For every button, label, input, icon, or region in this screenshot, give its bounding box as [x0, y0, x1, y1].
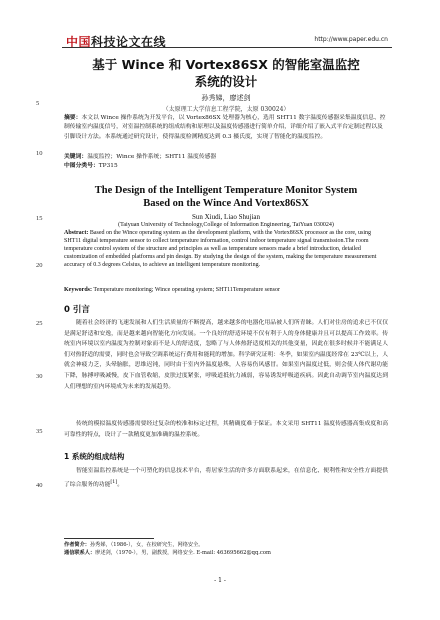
footnote2-text: 廖述剑，（1970-），男，副教授，网络安全. E-mail: 463695662@qq.com — [95, 550, 271, 556]
section-heading-structure: 1 系统的组成结构 — [64, 452, 125, 461]
line-number: 10 — [36, 150, 43, 157]
title-en-line2: Based on the Wince And Vortex86SX — [143, 198, 309, 209]
abstract-cn — [64, 114, 388, 142]
clc-number — [64, 160, 388, 169]
site-url[interactable]: http://www.paper.edu.cn — [314, 36, 388, 43]
line-number: 30 — [36, 373, 43, 380]
authors-en: Sun Xiudi, Liao Shujian — [191, 213, 261, 221]
abstract-en-text: Based on the Wince operating system as the development platform, with the Vortex86SX processor as the core, using SHT11 digital temperature sensor to collect temperature information, control indoor temperature signal transmission.The room temperature control system of the structure and principles as well as temperature sensors made a brief introduction, detailed customization of embedded platforms and pin design. By studying the design of the system, making the temperature measurement accuracy of 0.3 degrees Celsius, to achieve an intelligent temperature monitoring. — [64, 230, 377, 268]
abstract-en-label: Abstract: — [64, 230, 89, 236]
keywords-cn — [64, 151, 388, 160]
line-number: 35 — [36, 428, 43, 435]
keywords-en — [64, 287, 388, 293]
logo-part2: 科技论文在线 — [91, 35, 167, 49]
line-number: 25 — [36, 320, 43, 327]
abstract-cn-label: 摘要： — [64, 115, 82, 121]
clc-label: 中图分类号： — [64, 163, 99, 169]
line-number: 15 — [36, 215, 43, 222]
keywords-cn-label: 关键词： — [64, 154, 88, 160]
keywords-en-text: Temperature monitoring; Wince operating system; SHT11Temperature sensor — [93, 287, 280, 293]
line-number: 5 — [36, 100, 40, 107]
footnote2-label: 通信联系人： — [64, 550, 96, 556]
title-cn — [64, 56, 388, 90]
logo-part1: 中国 — [66, 35, 92, 49]
page-number: - 1 - — [214, 577, 226, 584]
section-heading-intro: 0 引言 — [64, 305, 90, 315]
abstract-cn-text: 本文以 Wince 操作系统为开发平台，以 Vortex86SX 处理器为核心，选用 SHT11 数字温度传感器采集温度信息、控制传输室内温度信号，对室温控制系统的组成结构和原理以及温度传感器进行简单介绍，详细介绍了嵌入式平台定制过程以及引脚设计方法。本系统通过研究设计，使得温度检测精度达到 0.3 摄氏度，实现了智能化的温度监控。 — [64, 115, 386, 140]
footnote1-label: 作者简介： — [64, 542, 90, 548]
abstract-en — [64, 230, 388, 270]
page-header — [0, 0, 440, 48]
header-rule — [62, 47, 392, 48]
footnote-rule — [64, 538, 154, 539]
title-en-line1: The Design of the Intelligent Temperature Monitor System — [94, 185, 358, 196]
line-number: 40 — [36, 482, 43, 489]
affiliation-en: (Taiyuan University of Technology,College of Information Engineering, TaiYuan 030024) — [118, 222, 334, 228]
footnote1-text: 孙秀娣，（1986-），女，在校研究生，网络安全。 — [89, 542, 204, 548]
body-paragraph-3 — [64, 466, 388, 491]
citation-ref-1[interactable]: [1] — [110, 480, 118, 485]
keywords-en-label: Keywords: — [64, 287, 92, 293]
footnote-contact — [64, 549, 388, 556]
footnote-author-bio — [64, 541, 388, 548]
authors-cn: 孙秀娣，廖述剑 — [201, 94, 251, 102]
title-en — [64, 184, 388, 210]
title-cn-line2: 系统的设计 — [194, 74, 258, 89]
para3-end: 。 — [117, 481, 124, 488]
clc-value: TP315 — [98, 163, 118, 169]
title-cn-line1: 基于 Wince 和 Vortex86SX 的智能室温监控 — [92, 57, 360, 72]
affiliation-cn: （太原理工大学信息工程学院，太原 030024） — [162, 106, 290, 113]
keywords-cn-text: 温度监控；Wince 操作系统；SHT11 温度传感器 — [87, 154, 217, 160]
para3-text: 智能室温监控系统是一个可塑化的信息技术平台，将居家生活的许多方面联系起来，在信息化、便利性和安全性方面提供了综合服务的功能 — [64, 468, 388, 488]
line-number: 20 — [36, 262, 43, 269]
body-paragraph-1: 随着社会经济的飞速发展和人们生活质量的不断提高，越来越多的电器化用品被人们所青睐。人们对住房的追求已不仅仅是满足舒适和安逸，而是越来越向智能化方向发展。一个良好的舒适环境不仅有利于人的身体健康并且可以提高工作效率。传统室内环境以室内温度为控制对象而不是人的舒适度，忽略了与人体热舒适度相关的其他变量，因此在很多时候并不能满足人们对热舒适的需要，同时也会导致空调系统运行费用和能耗的增加。科学研究证明：冬季，如果室内温度经常在 23℃以上，人就会神疲力乏，头晕脑胀，思维迟钝，同时由于室内外温度悬殊，人容易伤风感冒。如果室内温度过低，则会使人体代谢功能下降，脉搏呼吸减慢，皮下血管收缩，皮肤过度紧张，呼吸道抵抗力减弱，容易诱发呼吸道疾病。因此自动调节室内温度达到人们理想的室内环境成为未来的发展趋势。 — [64, 320, 388, 390]
body-paragraph-2: 传统的模拟温度传感器需要经过复杂的校准和标定过程，其精确度难于保证。本文采用 SHT11 温度传感器高集成度和高可靠性的特点，设计了一款精度更加准确的温控系统。 — [64, 421, 388, 438]
